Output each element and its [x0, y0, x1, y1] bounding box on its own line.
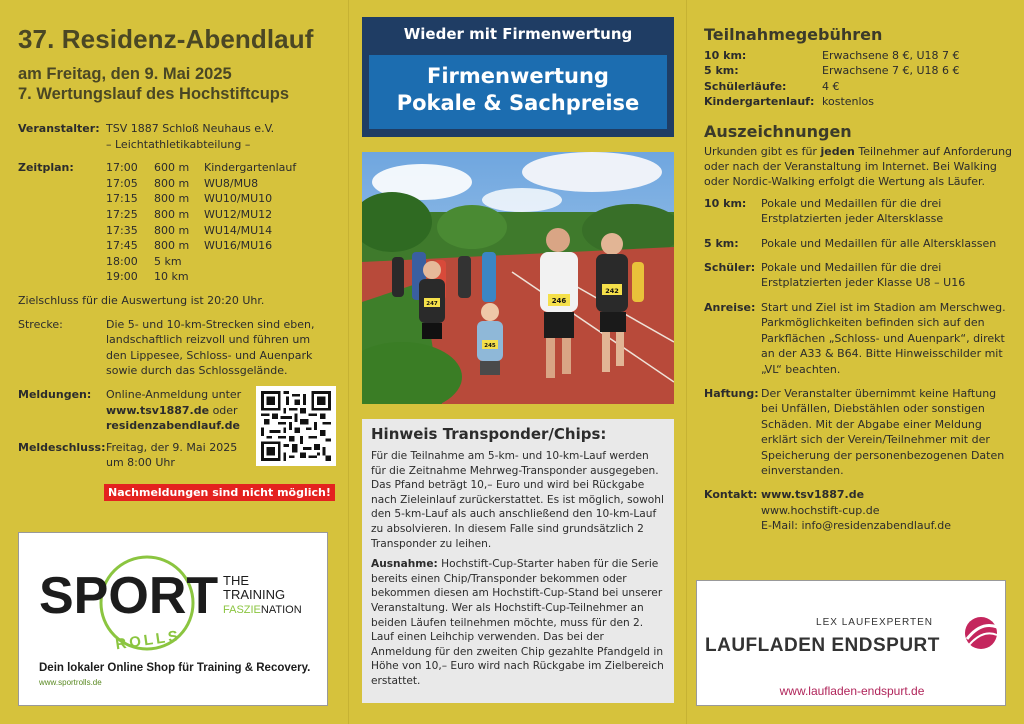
sportrolls-word-sport: SPORT: [39, 567, 219, 625]
schedule-dist: 800 m: [154, 176, 190, 190]
awards-list: [704, 196, 1014, 479]
contact-section: [704, 487, 1014, 533]
column-divider-right: [686, 0, 687, 724]
schedule-time: 18:00: [106, 254, 138, 268]
schedule-time: 17:45: [106, 239, 138, 253]
schedule-dist: 800 m: [154, 192, 190, 206]
contact-link-tsv[interactable]: www.tsv1887.de: [761, 488, 865, 502]
fee-category: Kindergartenlauf:: [704, 95, 815, 109]
sportrolls-claim: Dein lokaler Online Shop für Training & Recovery.: [39, 662, 311, 674]
schedule-time: 17:25: [106, 207, 138, 221]
banner-line2: Pokale & Sachpreise: [396, 91, 640, 115]
sportrolls-tag-nation-part: NATION: [260, 604, 302, 616]
award-row: [704, 300, 1014, 377]
sportrolls-logo: [19, 533, 329, 707]
schedule-row: [106, 207, 296, 223]
award-text: Pokale und Medaillen für alle Altersklassen: [761, 236, 997, 250]
route-section: [18, 317, 338, 379]
schedule-time: 19:00: [106, 270, 138, 284]
column-divider-left: [348, 0, 349, 724]
awards-intro: [704, 144, 1014, 190]
award-text: Der Veranstalter übernimmt keine Haftung bei Unfällen, Diebstählen oder sonstigen Schäden. Mit der Abgabe einer Meldung erklärt sich der Verein/Teilnehmer mit der Speicherung der personenbezogenen Daten einverstanden.: [761, 386, 1005, 477]
late-registration-notice-wrap: [104, 481, 338, 501]
event-series: 7. Wertungslauf des Hochstiftcups: [18, 85, 290, 103]
registration-label: Meldungen:: [18, 387, 92, 401]
schedule-cls: [204, 254, 296, 270]
endspurt-url[interactable]: www.laufladen-endspurt.de: [779, 684, 925, 698]
left-column: [18, 0, 338, 501]
schedule-time: 17:15: [106, 192, 138, 206]
route-label: Strecke:: [18, 317, 63, 331]
schedule-dist: 800 m: [154, 207, 190, 221]
event-title: 37. Residenz-Abendlauf: [18, 24, 314, 54]
banner-line1: Firmenwertung: [427, 64, 609, 88]
award-text: Pokale und Medaillen für die drei Erstplatzierten jeder Klasse U8 – U16: [761, 261, 966, 290]
schedule-row: [106, 160, 296, 176]
schedule-dist: 800 m: [154, 223, 190, 237]
sportrolls-url[interactable]: www.sportrolls.de: [39, 678, 102, 687]
contact-link-hochstift[interactable]: www.hochstift-cup.de: [761, 503, 880, 517]
schedule-section: [18, 160, 338, 285]
sportrolls-ad[interactable]: [18, 532, 328, 706]
endspurt-name: LAUFLADEN ENDSPURT: [705, 635, 940, 656]
fee-amount: Erwachsene 8 €, U18 7 €: [822, 49, 960, 62]
transponder-exception-label: Ausnahme:: [371, 558, 438, 571]
schedule-cls: WU10/MU10: [204, 192, 273, 206]
award-row: [704, 196, 1014, 227]
right-column: [704, 0, 1014, 534]
fee-amount: 4 €: [822, 79, 840, 93]
schedule-cls: Kindergartenlauf: [204, 161, 297, 175]
award-row: [704, 386, 1014, 478]
fee-category: 10 km:: [704, 49, 747, 62]
schedule-label: Zeitplan:: [18, 161, 74, 175]
schedule-row: [106, 223, 296, 239]
event-date: am Freitag, den 9. Mai 2025: [18, 65, 232, 83]
award-label: 5 km:: [704, 236, 739, 250]
fee-row: [704, 63, 960, 78]
sportrolls-tag-fasz-part: FASZIE: [223, 604, 261, 616]
deadline-label: Meldeschluss:: [18, 440, 106, 454]
qr-code[interactable]: [256, 386, 336, 466]
schedule-row: [106, 254, 296, 270]
schedule-row: [106, 269, 296, 285]
award-label: Anreise:: [704, 300, 756, 314]
award-row: [704, 260, 1014, 291]
fee-amount: Erwachsene 7 €, U18 6 €: [822, 64, 960, 78]
schedule-cls: WU16/MU16: [204, 239, 273, 253]
schedule-cls: WU12/MU12: [204, 207, 273, 221]
fee-category: Schülerläufe:: [704, 79, 787, 93]
fee-row: [704, 48, 960, 63]
award-label: Haftung:: [704, 386, 759, 400]
award-label: Schüler:: [704, 261, 756, 275]
registration-oder: oder: [209, 403, 238, 417]
schedule-cls: WU8/MU8: [204, 176, 259, 190]
endspurt-logo: [697, 581, 1007, 707]
fee-row: [704, 94, 960, 109]
contact-email[interactable]: E-Mail: info@residenzabendlauf.de: [761, 519, 951, 533]
awards-intro-a: Urkunden gibt es für: [704, 144, 821, 158]
fee-row: [704, 79, 960, 94]
registration-link-residenz[interactable]: residenzabendlauf.de: [106, 419, 240, 433]
bib-number-child: 245: [484, 343, 496, 349]
organizer-section: [18, 121, 338, 152]
deadline-time: um 8:00 Uhr: [106, 456, 175, 470]
runners-photo-illustration: [362, 152, 674, 404]
transponder-exception: [371, 557, 665, 688]
schedule-time: 17:00: [106, 161, 138, 175]
schedule-row: [106, 176, 296, 192]
endspurt-tagline: LEX LAUFEXPERTEN: [816, 617, 933, 628]
schedule-cls: [204, 269, 296, 285]
awards-title: Auszeichnungen: [704, 121, 852, 141]
fee-amount: kostenlos: [822, 95, 875, 109]
late-registration-notice: Nachmeldungen sind nicht möglich!: [104, 484, 335, 501]
fees-title: Teilnahmegebühren: [704, 25, 883, 44]
schedule-dist: 10 km: [154, 270, 189, 284]
sportrolls-tag-training: TRAINING: [223, 587, 286, 602]
endspurt-swoosh-icon: [965, 617, 997, 649]
schedule-time: 17:35: [106, 223, 138, 237]
company-ranking-banner: [362, 17, 674, 137]
qr-code-icon: [261, 391, 331, 461]
sportrolls-tag-the: THE: [223, 573, 249, 588]
fee-category: 5 km:: [704, 64, 739, 78]
route-text: Die 5- und 10-km-Strecken sind eben, landschaftlich reizvoll und führen um den Lippesee, Schloss- und Auenpark sowie durch das Schlossgelände.: [106, 317, 315, 378]
awards-intro-b: Teilnehmer auf Anforderung oder nach der Veranstaltung im Internet. Bei Walking oder Nordic-Walking erfolgt die Wertung als Läufer.: [704, 144, 1013, 189]
organizer-label: Veranstalter:: [18, 122, 100, 135]
finish-note: Zielschluss für die Auswertung ist 20:20 Uhr.: [18, 293, 265, 307]
organizer-dept: – Leichtathletikabteilung –: [106, 137, 251, 151]
award-text: Start und Ziel ist im Stadion am Merschweg. Parkmöglichkeiten befinden sich auf den Parkflächen „Schloss- und Auenpark“, direkt an der A33 & B64. Bitte Hinweisschilder mit „VL“ beachten.: [761, 300, 1006, 376]
contact-label: Kontakt:: [704, 488, 758, 502]
schedule-time: 17:05: [106, 176, 138, 190]
schedule-table: [106, 160, 296, 285]
award-text: Pokale und Medaillen für die drei Erstplatzierten jeder Altersklasse: [761, 196, 944, 226]
bib-number-main: 246: [551, 297, 567, 305]
schedule-cls: WU14/MU14: [204, 223, 273, 237]
organizer-name: TSV 1887 Schloß Neuhaus e.V.: [106, 122, 275, 135]
banner-inner: [369, 55, 667, 129]
registration-link-tsv[interactable]: www.tsv1887.de: [106, 403, 210, 417]
award-row: [704, 236, 1014, 251]
banner-top-text: Wieder mit Firmenwertung: [403, 25, 633, 43]
schedule-dist: 5 km: [154, 254, 182, 268]
sportrolls-word-rolls: ROLLS: [114, 627, 183, 654]
fees-table: [704, 48, 960, 110]
award-label: 10 km:: [704, 196, 747, 210]
transponder-notice: [362, 419, 674, 703]
middle-column: [362, 0, 674, 724]
transponder-notice-text: Für die Teilnahme am 5-km- und 10-km-Lauf werden für die Zeitnahme Mehrweg-Transponder ausgegeben. Das Pfand beträgt 10,– Euro und wird bei Rückgabe nach Zieleinlauf zurückerstattet. Es ist möglich, sowohl den 5-km-Lauf als auch anschließend den 10-km-Lauf zu absolvieren. In diesem Falle sind grundsätzlich 2 Transponder zu leihen.: [371, 450, 664, 550]
awards-intro-bold: jeden: [820, 144, 855, 158]
registration-intro: Online-Anmeldung unter: [106, 387, 242, 401]
schedule-row: [106, 238, 296, 254]
transponder-notice-title: Hinweis Transponder/Chips:: [371, 425, 607, 443]
runners-photo: [362, 152, 674, 404]
bib-number-right: 242: [605, 287, 619, 295]
schedule-dist: 800 m: [154, 239, 190, 253]
sportrolls-tag-fasz: [223, 604, 302, 616]
deadline-date: Freitag, der 9. Mai 2025: [106, 440, 238, 454]
schedule-dist: 600 m: [154, 161, 190, 175]
endspurt-ad[interactable]: [696, 580, 1006, 706]
schedule-row: [106, 191, 296, 207]
transponder-exception-text: Hochstift-Cup-Starter haben für die Serie bereits einen Chip/Transponder bekommen oder bekommen diesen am Hochstift-Cup-Stand bei unserer Veranstaltung. Wer als Hochstift-Cup-Teilnehmer an beiden Läufen teilnehmen möchte, muss für den 2. Lauf einen Leihchip verwenden. Das bei der Anmeldung für den zweiten Chip gezahlte Pfandgeld in Höhe von 10,– Euro wird nach Rückgabe im Zielbereich erstattet.: [371, 558, 664, 687]
bib-number-left: 247: [426, 301, 438, 307]
